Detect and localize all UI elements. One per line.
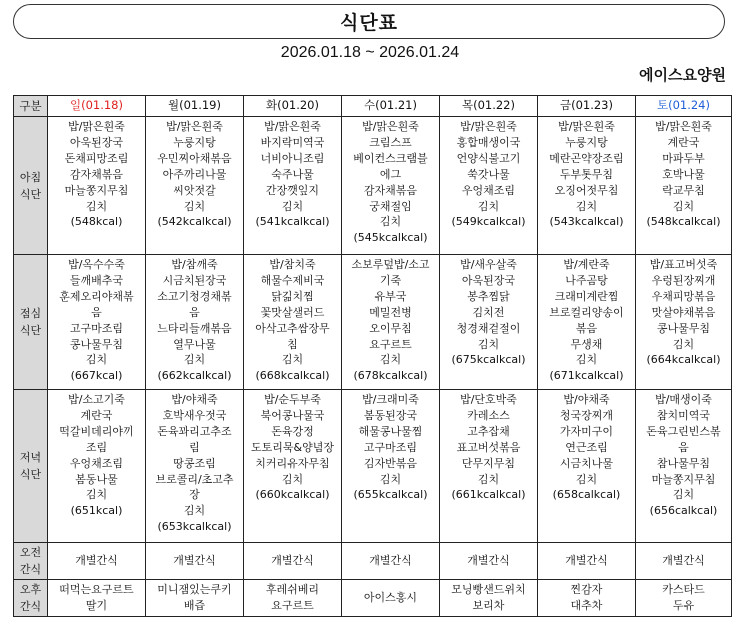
menu-item: 기죽 <box>379 273 402 287</box>
menu-item: 돈육그린빈스볶 <box>646 424 721 438</box>
menu-item: 침 <box>287 337 298 351</box>
menu-item: 가자미구이 <box>559 424 614 438</box>
menu-cell <box>342 580 440 617</box>
menu-cell <box>636 117 732 255</box>
menu-item: 고구마조림 <box>363 440 418 454</box>
menu-cell <box>538 117 636 255</box>
menu-item: 김치 <box>477 337 500 351</box>
menu-item: 소고기청경채볶 <box>157 289 232 303</box>
menu-item: 맛살야채볶음 <box>651 305 716 319</box>
menu-item: 브로콜리/초고추 <box>155 472 234 486</box>
header-label: 구분 <box>14 96 48 117</box>
menu-item: 무생채 <box>570 337 603 351</box>
menu-item: 밥/참깨죽 <box>171 258 218 271</box>
menu-item: 찐감자 <box>570 583 603 597</box>
menu-item: 김치 <box>183 353 206 367</box>
menu-item: 훈제오리야채볶 <box>59 289 134 303</box>
menu-item: 크림스프 <box>369 135 412 149</box>
menu-item: 락교무침 <box>662 183 705 197</box>
header-row <box>14 96 732 117</box>
menu-item: 모닝빵샌드위치 <box>451 583 526 597</box>
menu-item: 도토리묵&양념장 <box>251 440 334 454</box>
menu-item: 김치전 <box>472 305 505 319</box>
menu-item: 김치 <box>183 199 206 213</box>
menu-item: 언양식불고기 <box>456 151 521 165</box>
meal-label <box>14 543 48 580</box>
menu-item: 치커리유자무침 <box>255 456 330 470</box>
menu-item: 김치 <box>672 199 695 213</box>
menu-cell <box>48 255 146 390</box>
menu-item: 계란국 <box>667 135 700 149</box>
menu-cell <box>244 580 342 617</box>
day-header: 화(01.20) <box>244 96 342 117</box>
menu-item: 김치 <box>281 353 304 367</box>
menu-item: 밥/계란죽 <box>563 258 610 271</box>
menu-cell <box>538 390 636 543</box>
menu-cell <box>636 543 732 580</box>
meal-label-line: 점심 <box>19 307 42 320</box>
menu-item: 땅콩조림 <box>173 456 216 470</box>
menu-item: 쑥갓나물 <box>467 167 510 181</box>
menu-item: (667kcal) <box>70 369 123 383</box>
menu-item: 누룽지탕 <box>565 135 608 149</box>
meal-label <box>14 390 48 543</box>
menu-item: 요구르트 <box>369 337 412 351</box>
menu-cell <box>538 580 636 617</box>
menu-item: 밥/크래미죽 <box>362 393 419 406</box>
menu-item: 홍합매생이국 <box>456 135 521 149</box>
menu-item: 나주곰탕 <box>565 273 608 287</box>
menu-item: 후레쉬베리 <box>265 583 320 597</box>
menu-item: 메란곤약장조림 <box>549 151 624 165</box>
menu-item: 콩나물무침 <box>69 337 124 351</box>
menu-item: 김치 <box>85 199 108 213</box>
menu-item: (664kcalkcal) <box>646 353 721 367</box>
menu-item: 봉추찜닭 <box>467 289 510 303</box>
menu-item: (675kcalkcal) <box>451 353 526 367</box>
menu-item: 바지락미역국 <box>260 135 325 149</box>
menu-item: (653kcalkcal) <box>157 520 232 534</box>
menu-item: (656calkcal) <box>649 504 718 518</box>
menu-cell <box>146 390 244 543</box>
menu-item: 밥/맑은흰죽 <box>264 120 321 133</box>
menu-item: 음 <box>678 440 689 454</box>
meal-label-line: 식단 <box>19 187 42 201</box>
menu-item: 밥/맑은흰죽 <box>68 120 125 133</box>
menu-item: 김치 <box>379 215 402 229</box>
menu-item: 밥/맑은흰죽 <box>558 120 615 133</box>
menu-cell <box>342 117 440 255</box>
menu-cell <box>146 117 244 255</box>
menu-item: 개별간식 <box>467 554 510 568</box>
meal-table <box>13 95 732 617</box>
menu-item: (655kcalkcal) <box>353 488 428 502</box>
menu-item: 두유 <box>672 599 695 612</box>
menu-item: 우민찌아채볶음 <box>157 151 232 165</box>
menu-cell <box>146 543 244 580</box>
menu-item: 김치 <box>281 472 304 486</box>
menu-item: 열무나물 <box>173 337 216 351</box>
menu-item: 밥/맑은흰죽 <box>460 120 517 133</box>
pm-snack-row <box>14 580 732 617</box>
date-range: 2026.01.18 ~ 2026.01.24 <box>280 44 460 61</box>
menu-item: 밥/표고버섯죽 <box>649 258 718 271</box>
menu-cell <box>636 390 732 543</box>
menu-item: (542kcalkcal) <box>157 215 232 229</box>
menu-item: 떡갈비데리야끼 <box>59 424 134 438</box>
menu-item: 베이컨스크램블 <box>353 151 428 165</box>
meal-label <box>14 117 48 255</box>
menu-item: (548kcal) <box>70 215 123 229</box>
menu-item: 밥/새우살죽 <box>460 258 517 271</box>
meal-label <box>14 255 48 390</box>
menu-item: 개별간식 <box>662 554 705 568</box>
breakfast-row <box>14 117 732 255</box>
menu-item: 마파두부 <box>662 151 705 165</box>
menu-item: 김치 <box>85 488 108 502</box>
menu-item: (671kcalkcal) <box>549 369 624 383</box>
menu-item: 누룽지탕 <box>173 135 216 149</box>
menu-item: 밥/매생이죽 <box>655 393 712 406</box>
menu-item: 감자채볶음 <box>363 183 418 197</box>
menu-item: 딸기 <box>85 599 108 612</box>
menu-item: 크래미계란찜 <box>554 289 619 303</box>
menu-cell <box>440 390 538 543</box>
meal-label-line: 저녁 <box>19 451 42 464</box>
menu-item: (651kcal) <box>70 504 123 518</box>
menu-item: 호박나물 <box>662 167 705 181</box>
menu-item: (661kcalkcal) <box>451 488 526 502</box>
menu-item: 개별간식 <box>75 554 118 568</box>
menu-item: 마늘쫑지무침 <box>651 472 716 486</box>
menu-item: (668kcalkcal) <box>255 369 330 383</box>
menu-item: 계란국 <box>80 408 113 422</box>
menu-cell <box>636 580 732 617</box>
menu-item: 호박새우젓국 <box>162 408 227 422</box>
menu-item: 배즙 <box>183 599 206 612</box>
menu-item: 개별간식 <box>271 554 314 568</box>
menu-item: 우엉채조림 <box>461 183 516 197</box>
meal-label-line: 아침 <box>19 170 42 184</box>
menu-item: 참나물무침 <box>656 456 711 470</box>
menu-cell <box>342 255 440 390</box>
menu-item: 보리차 <box>472 599 505 612</box>
menu-item: 카스타드 <box>662 583 705 597</box>
menu-item: 김치 <box>575 353 598 367</box>
menu-item: 떠먹는요구르트 <box>59 583 134 597</box>
menu-item: 밥/옥수수죽 <box>68 258 125 271</box>
menu-item: 아욱된장국 <box>69 135 124 149</box>
menu-item: 밥/참치죽 <box>269 258 316 271</box>
menu-item: (548kcalkcal) <box>646 215 721 229</box>
menu-item: 김자반볶음 <box>363 456 418 470</box>
lunch-row <box>14 255 732 390</box>
day-header: 수(01.21) <box>342 96 440 117</box>
day-header: 월(01.19) <box>146 96 244 117</box>
menu-item: 마늘쫑지무침 <box>64 183 129 197</box>
meal-label-line: 식단 <box>19 324 42 337</box>
meal-label-line: 오후 <box>19 583 42 596</box>
menu-item: 표고버섯볶음 <box>456 440 521 454</box>
page-title: 식단표 <box>13 4 725 39</box>
menu-item: 김치 <box>672 488 695 502</box>
menu-item: 밥/소고기죽 <box>68 393 125 406</box>
menu-item: 밥/야채죽 <box>171 393 218 406</box>
menu-item: 고추잡채 <box>467 424 510 438</box>
menu-item: 개별간식 <box>369 554 412 568</box>
menu-item: 너비아니조림 <box>260 151 325 165</box>
menu-item: 궁채절임 <box>369 199 412 213</box>
menu-item: 요구르트 <box>271 599 314 612</box>
menu-cell <box>440 543 538 580</box>
menu-item: 카레소스 <box>467 408 510 422</box>
menu-item: 청국장찌개 <box>559 408 614 422</box>
menu-item: 밥/맑은흰죽 <box>362 120 419 133</box>
menu-cell <box>440 580 538 617</box>
menu-item: 김치 <box>281 199 304 213</box>
menu-item: 단무지무침 <box>461 456 516 470</box>
menu-item: 음 <box>189 305 200 319</box>
menu-cell <box>538 543 636 580</box>
menu-cell <box>440 255 538 390</box>
menu-item: 닭긺치찜 <box>271 289 314 303</box>
menu-item: 북어콩나물국 <box>260 408 325 422</box>
menu-item: 오징어젓무침 <box>554 183 619 197</box>
menu-item: 우렁된장찌개 <box>651 273 716 287</box>
menu-cell <box>244 543 342 580</box>
menu-item: 김치 <box>85 353 108 367</box>
day-header: 토(01.24) <box>636 96 732 117</box>
meal-label-line: 간식 <box>19 563 42 576</box>
am-snack-row <box>14 543 732 580</box>
menu-item: 느타리들깨볶음 <box>157 321 232 335</box>
menu-item: 김치 <box>575 199 598 213</box>
menu-item: 대추차 <box>570 599 603 612</box>
menu-item: 볶음 <box>575 321 598 335</box>
menu-item: 고구마조림 <box>69 321 124 335</box>
menu-item: 우엉채조림 <box>69 456 124 470</box>
menu-item: 돈육강정 <box>271 424 314 438</box>
menu-item: 우채피망볶음 <box>651 289 716 303</box>
menu-item: 조림 <box>85 440 108 454</box>
menu-item: 김치 <box>477 199 500 213</box>
menu-item: (678kcalkcal) <box>353 369 428 383</box>
dinner-row <box>14 390 732 543</box>
menu-cell <box>244 117 342 255</box>
menu-item: 김치 <box>575 472 598 486</box>
menu-cell <box>244 255 342 390</box>
day-header: 금(01.23) <box>538 96 636 117</box>
menu-item: 김치 <box>379 353 402 367</box>
menu-item: 밥/순두부죽 <box>264 393 321 406</box>
menu-item: (658calkcal) <box>552 488 621 502</box>
menu-item: 개별간식 <box>565 554 608 568</box>
menu-cell <box>342 390 440 543</box>
menu-item: 씨앗젓갈 <box>173 183 216 197</box>
menu-item: 감자채볶음 <box>69 167 124 181</box>
meal-label-line: 오전 <box>19 546 42 559</box>
menu-cell <box>48 543 146 580</box>
meal-label-line: 간식 <box>19 600 42 613</box>
menu-item: (662kcalkcal) <box>157 369 232 383</box>
menu-item: 김치 <box>379 472 402 486</box>
menu-cell <box>48 390 146 543</box>
day-header: 일(01.18) <box>48 96 146 117</box>
menu-cell <box>48 580 146 617</box>
menu-item: 개별간식 <box>173 554 216 568</box>
menu-item: 메밀전병 <box>369 305 412 319</box>
menu-cell <box>342 543 440 580</box>
menu-item: (549kcalkcal) <box>451 215 526 229</box>
menu-cell <box>244 390 342 543</box>
menu-cell <box>538 255 636 390</box>
menu-item: 김치 <box>183 504 206 518</box>
menu-item: 김치 <box>477 472 500 486</box>
menu-item: (660kcalkcal) <box>255 488 330 502</box>
menu-item: 시금치된장국 <box>162 273 227 287</box>
menu-item: 꽃맛살샐러드 <box>260 305 325 319</box>
menu-item: 봄동된장국 <box>363 408 418 422</box>
menu-item: 유부국 <box>374 289 407 303</box>
menu-item: 김치 <box>672 337 695 351</box>
menu-item: 밥/단호박죽 <box>460 393 517 406</box>
menu-item: 림 <box>189 440 200 454</box>
menu-item: 밥/야채죽 <box>563 393 610 406</box>
menu-item: 참치미역국 <box>656 408 711 422</box>
meal-label-line: 식단 <box>19 468 42 481</box>
menu-item: 밥/맑은흰죽 <box>166 120 223 133</box>
menu-item: 오이무침 <box>369 321 412 335</box>
menu-item: 돈채피망조림 <box>64 151 129 165</box>
day-header: 목(01.22) <box>440 96 538 117</box>
menu-item: 소보루덮밥/소고 <box>351 258 430 271</box>
menu-item: 미니잼있는쿠키 <box>157 583 232 597</box>
menu-item: 들깨배추국 <box>69 273 124 287</box>
menu-item: (541kcalkcal) <box>255 215 330 229</box>
menu-item: 아욱된장국 <box>461 273 516 287</box>
menu-item: 돈육꽈리고추조 <box>157 424 232 438</box>
menu-item: 아이스홍시 <box>363 591 418 605</box>
menu-item: 콩나물무침 <box>656 321 711 335</box>
menu-item: 두부톳무침 <box>559 167 614 181</box>
menu-cell <box>146 580 244 617</box>
menu-cell <box>48 117 146 255</box>
menu-item: 시금치나물 <box>559 456 614 470</box>
menu-cell <box>440 117 538 255</box>
menu-item: 장 <box>189 488 200 502</box>
menu-item: 에그 <box>379 167 402 181</box>
menu-item: 브로컬리양송이 <box>549 305 624 319</box>
menu-item: 아삭고추쌈장무 <box>255 321 330 335</box>
menu-item: (543kcalkcal) <box>549 215 624 229</box>
menu-item: 숙주나물 <box>271 167 314 181</box>
menu-item: 청경채겉절이 <box>456 321 521 335</box>
menu-item: 연근조림 <box>565 440 608 454</box>
menu-item: (545kcalkcal) <box>353 231 428 245</box>
menu-item: 음 <box>91 305 102 319</box>
menu-item: 해물수제비국 <box>260 273 325 287</box>
menu-cell <box>636 255 732 390</box>
menu-item: 아주까리나물 <box>162 167 227 181</box>
menu-item: 해물콩나물찜 <box>358 424 423 438</box>
menu-item: 간장깻잎지 <box>265 183 320 197</box>
menu-cell <box>146 255 244 390</box>
menu-item: 밥/맑은흰죽 <box>655 120 712 133</box>
meal-label <box>14 580 48 617</box>
menu-item: 봄동나물 <box>75 472 118 486</box>
facility-name: 에이스요양원 <box>639 66 726 84</box>
